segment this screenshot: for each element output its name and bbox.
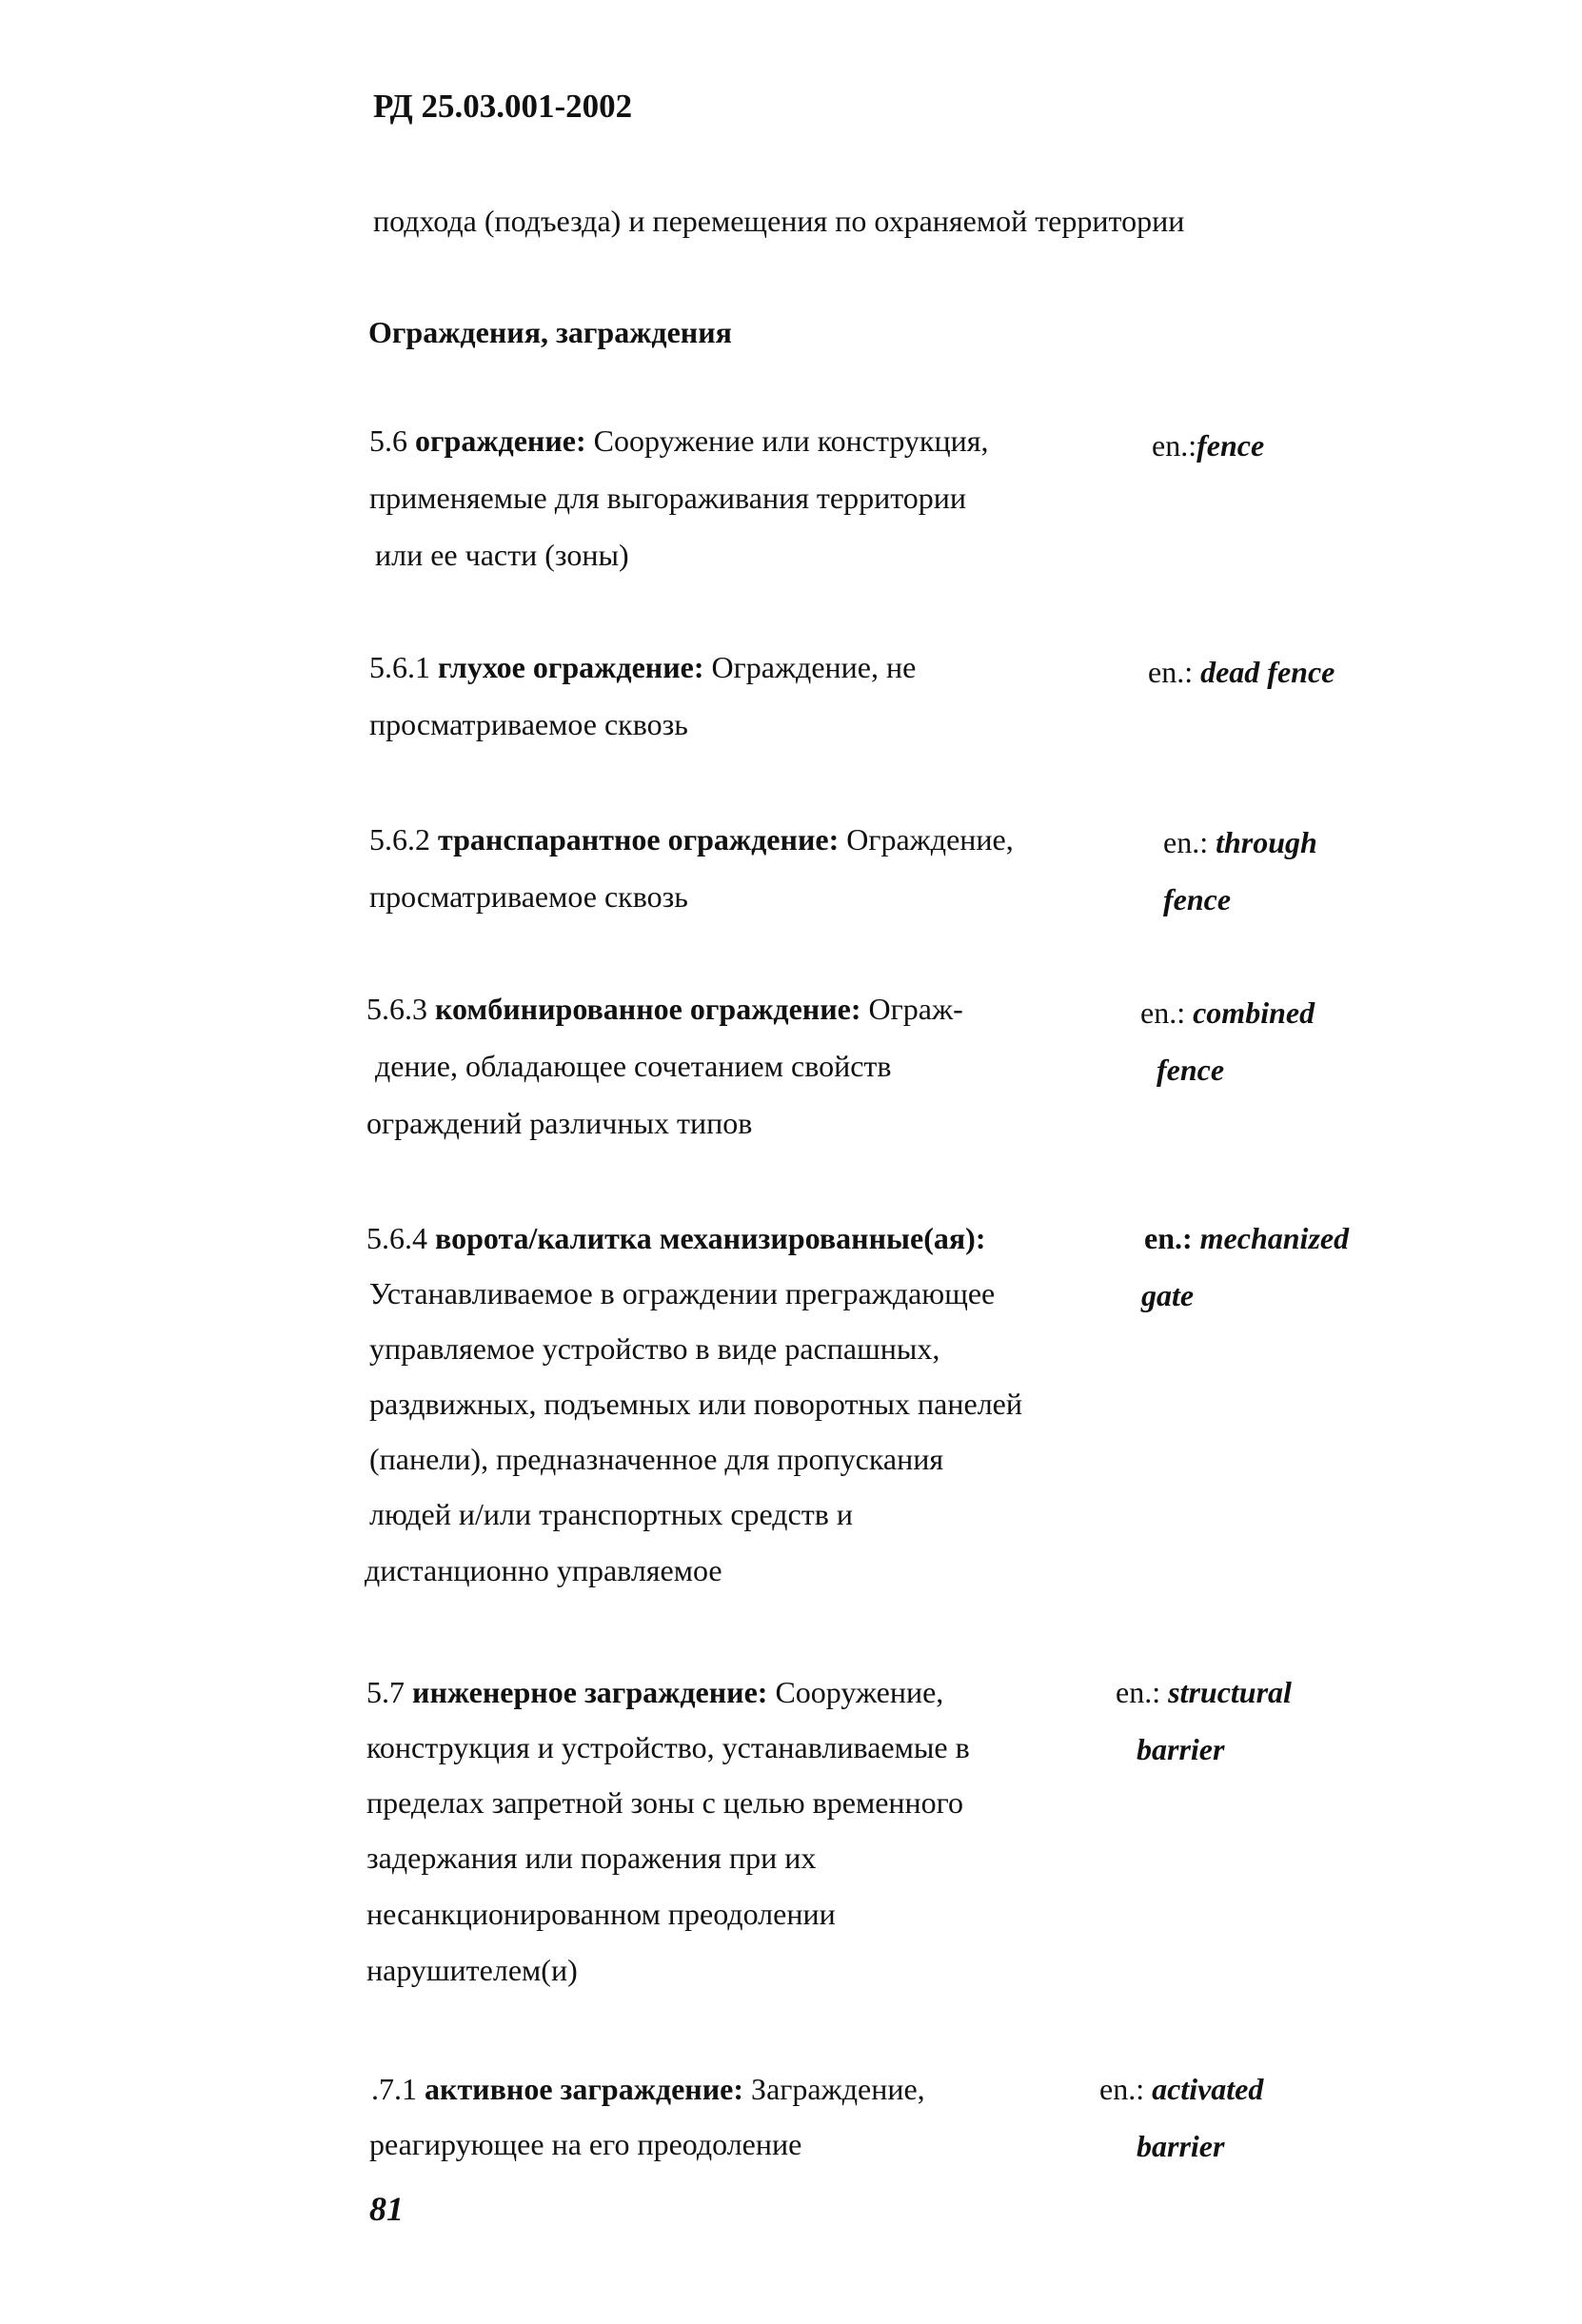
en-prefix: en.: [1163,825,1209,859]
entry-definition-line: конструкция и устройство, устанавливаемые в [366,1730,970,1764]
entry-definition-start: Сооружение, [775,1675,944,1709]
en-prefix: en.: [1152,428,1197,463]
entry-definition-line: применяемые для выгораживания территории [369,481,967,515]
page-number: 81 [369,2190,404,2228]
en-term-continued: fence [1157,1053,1225,1087]
entry-5-6-1-line-1 [369,650,916,685]
section-heading: Ограждения, заграждения [368,315,732,349]
entry-definition-start: Ограж- [868,992,963,1026]
entry-definition-line: реагирующее на его преодоление [369,2127,802,2161]
entry-definition-line: несанкционированном преодолении [366,1897,836,1931]
entry-definition-line: (панели), предназначенное для пропускания [369,1442,944,1476]
entry-definition-line: ограждений различных типов [366,1106,753,1140]
entry-definition-line: просматриваемое сквозь [369,707,688,741]
entry-number: 5.6 [369,423,407,458]
en-label [1163,825,1317,860]
en-term: through [1216,825,1317,859]
entry-definition-line: управляемое устройство в виде распашных, [369,1331,940,1366]
entry-definition-start: Заграждение, [751,2072,925,2106]
entry-term: глухое ограждение: [438,650,704,684]
document-code: РД 25.03.001-2002 [373,88,633,125]
en-prefix: en.: [1116,1675,1161,1709]
entry-5-6-2-line-1 [369,822,1014,857]
intro-line: подхода (подъезда) и перемещения по охраняемой территории [373,204,1185,238]
entry-definition-start: Ограждение, [846,822,1014,857]
entry-definition-line: или ее части (зоны) [375,538,629,572]
entry-5-6-4-line-1 [366,1221,985,1256]
entry-definition-line: задержания или поражения при их [366,1841,817,1875]
en-prefix: en.: [1099,2072,1145,2106]
en-term-continued: gate [1141,1278,1195,1312]
entry-definition-start: Сооружение или конструкция, [593,423,989,458]
entry-number: 5.7 [366,1675,405,1709]
en-label [1099,2072,1263,2107]
entry-5-7-line-1 [366,1675,943,1710]
entry-definition-line: нарушителем(и) [366,1953,578,1987]
entry-definition-line: дение, обладающее сочетанием свойств [375,1049,892,1083]
en-term-continued: barrier [1137,2129,1225,2163]
entry-term: ограждение: [415,423,586,458]
en-term: mechanized [1199,1221,1350,1255]
entry-number: 5.6.3 [366,992,427,1026]
entry-term: инженерное заграждение: [412,1675,768,1709]
entry-number: 5.6.2 [369,822,430,857]
en-term: dead fence [1200,655,1335,689]
en-term: combined [1193,995,1315,1030]
entry-5-7-1-line-1 [371,2072,925,2107]
entry-definition-line: Устанавливаемое в ограждении преграждающее [369,1276,996,1310]
en-label [1148,655,1335,690]
en-term: fence [1196,428,1265,463]
en-term-continued: barrier [1137,1732,1225,1766]
entry-term: комбинированное ограждение: [435,992,861,1026]
entry-definition-line: просматриваемое сквозь [369,879,688,914]
entry-definition-line: дистанционно управляемое [365,1553,722,1587]
en-label [1116,1675,1292,1710]
entry-term: активное заграждение: [425,2072,744,2106]
en-prefix: en.: [1148,655,1194,689]
en-label [1140,995,1315,1031]
en-term-continued: fence [1163,882,1232,916]
en-term: structural [1168,1675,1292,1709]
entry-definition-line: раздвижных, подъемных или поворотных панелей [369,1387,1022,1421]
entry-number: 5.6.4 [366,1221,427,1255]
entry-term: транспарантное ограждение: [438,822,840,857]
entry-5-6-3-line-1 [366,992,963,1027]
entry-number: 5.6.1 [369,650,430,684]
en-prefix: en.: [1144,1221,1193,1255]
entry-definition-start: Ограждение, не [711,650,917,684]
en-prefix: en.: [1140,995,1186,1030]
entry-term: ворота/калитка механизированные(ая): [435,1221,986,1255]
en-label [1152,428,1264,463]
entry-definition-line: людей и/или транспортных средств и [369,1497,853,1531]
en-label [1144,1221,1349,1256]
entry-5-6-line-1 [369,423,988,459]
en-term: activated [1152,2072,1264,2106]
entry-number: .7.1 [371,2072,417,2106]
entry-definition-line: пределах запретной зоны с целью временного [366,1785,963,1820]
